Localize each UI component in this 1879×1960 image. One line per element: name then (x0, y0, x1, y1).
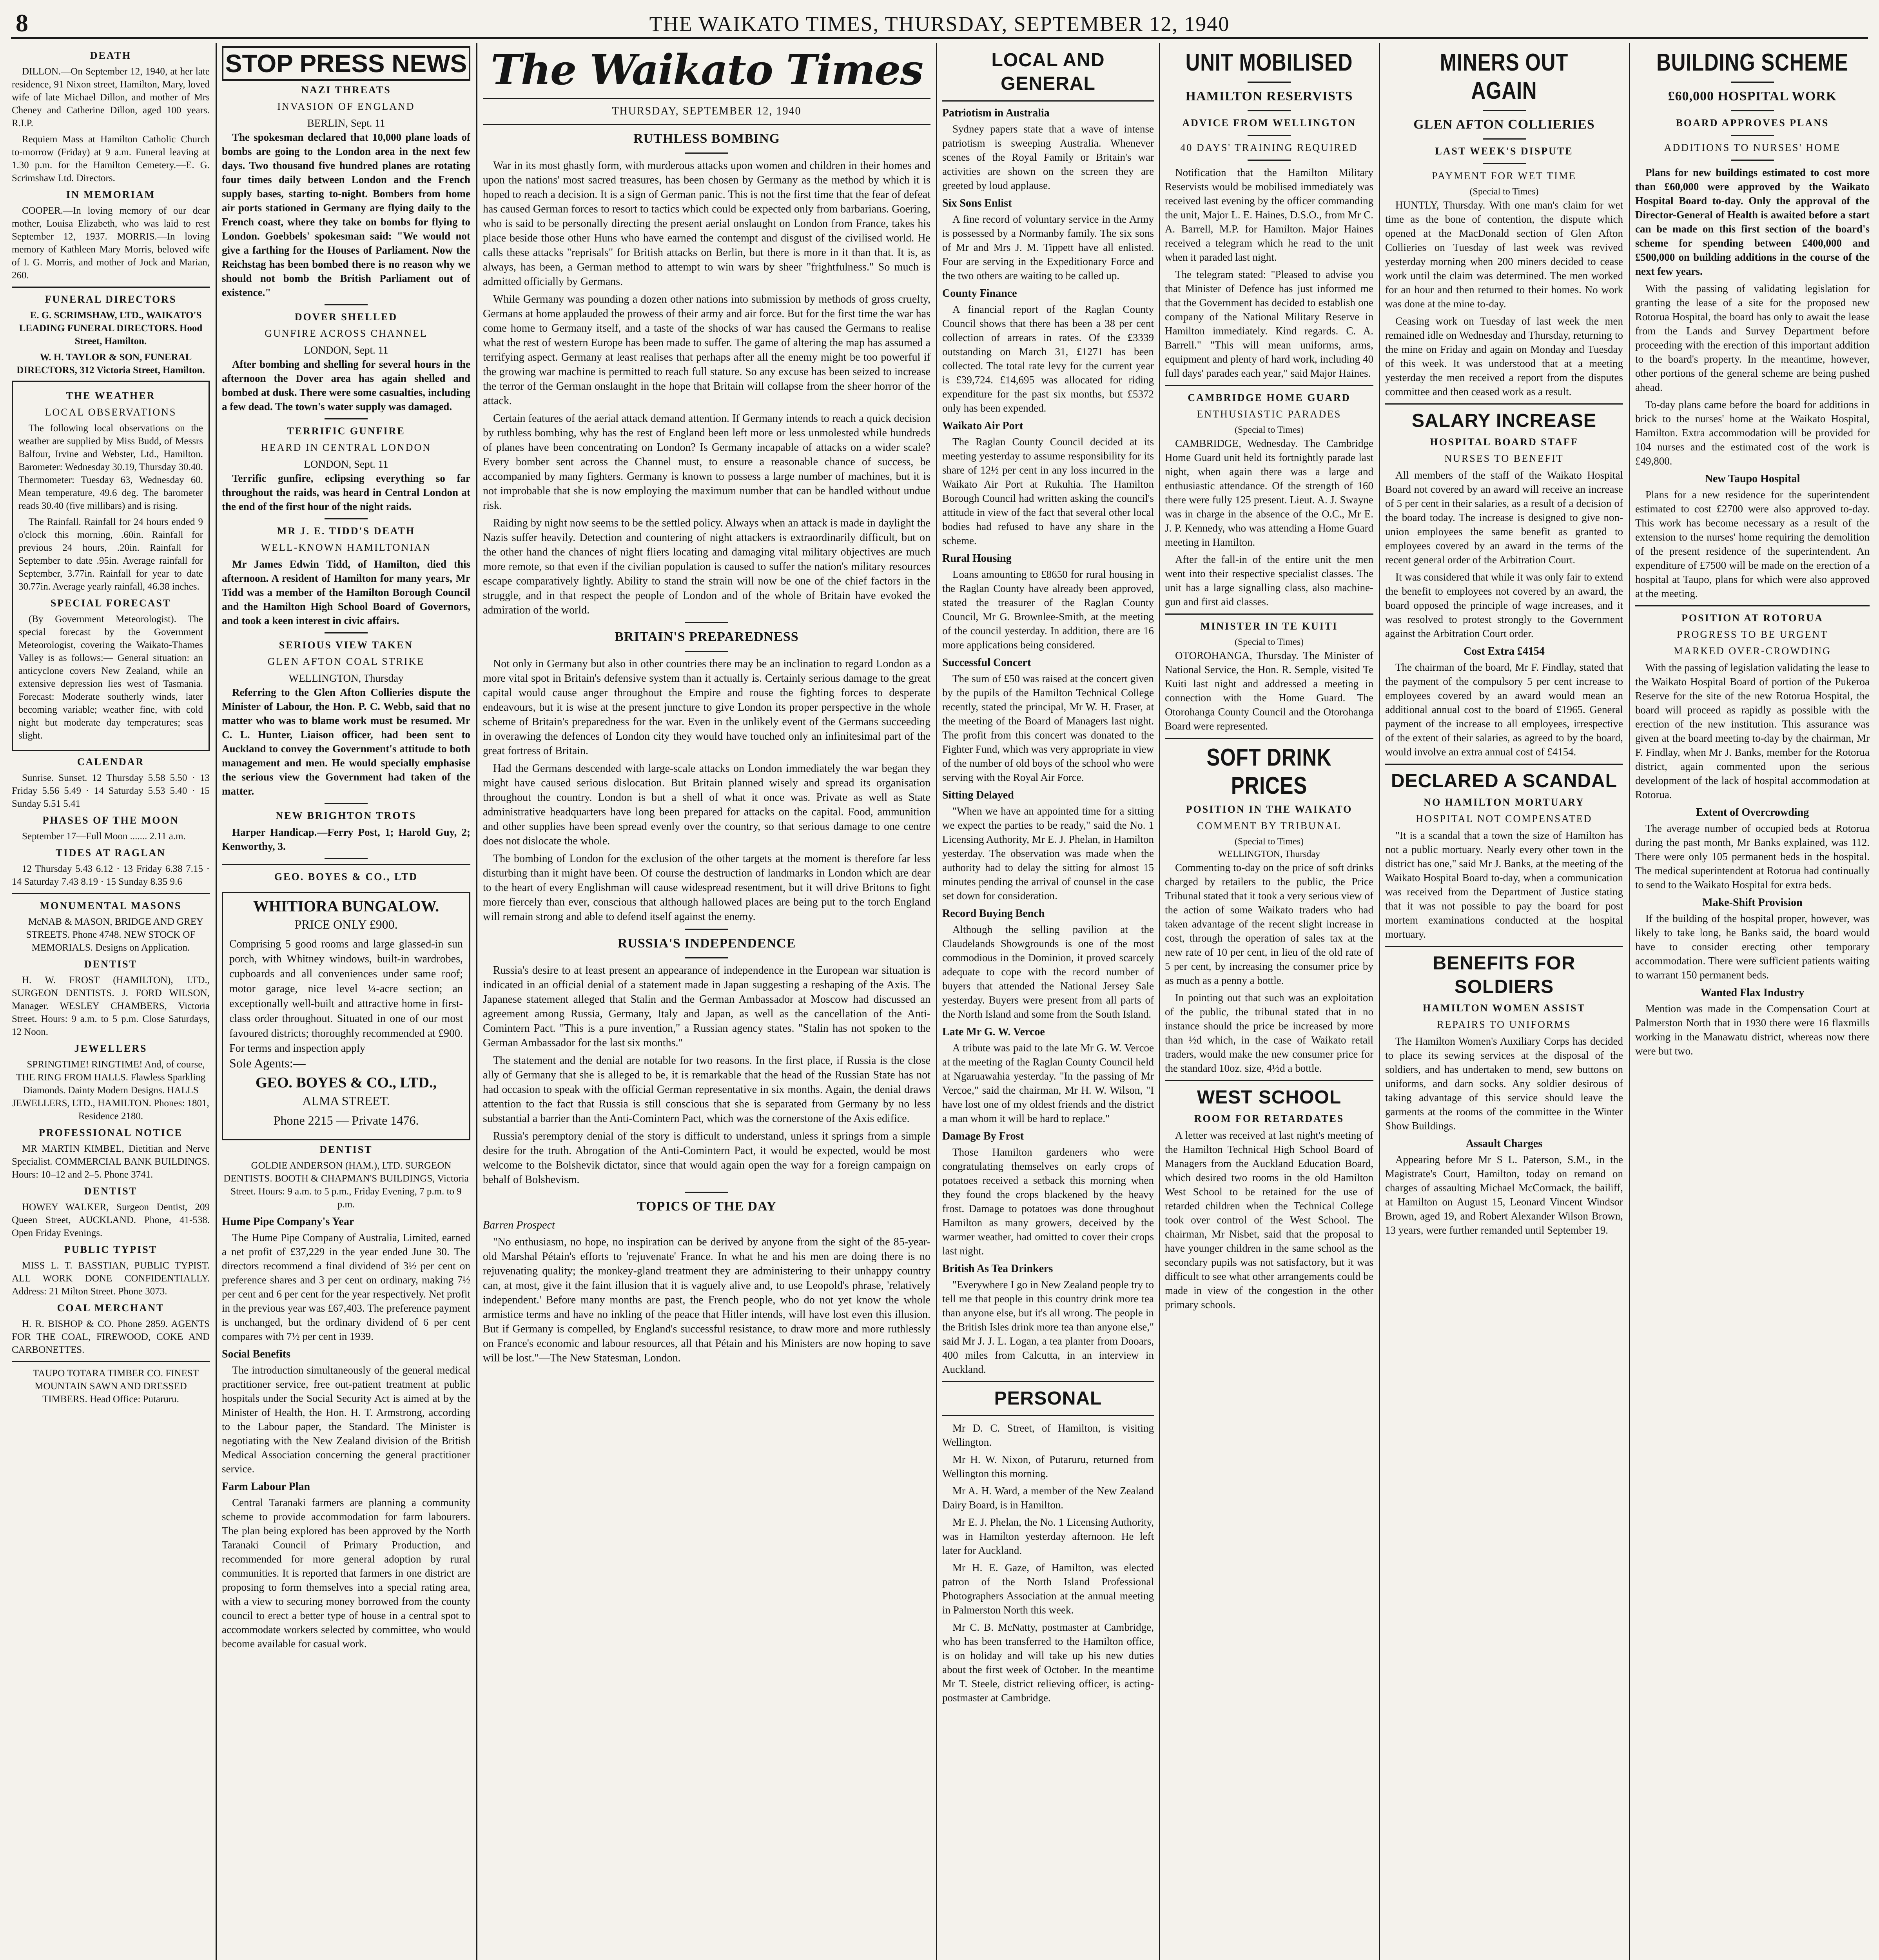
local-item-heading: Rural Housing (942, 552, 1012, 564)
divider (685, 957, 728, 958)
editorial-paragraph: Raiding by night now seems to be the settled policy. Always when an attack is made in daylight the Nazis suffer heavily. Detection and countering of night attackers is extraordinarily difficult, but on the other hand the chances of night fliers locating and damaging vital military objectives are much more remote, so that even if the civilian population is caused to suffer the nation's military resources escape comparatively lightly. Ability to stand the strain will now be one of the chief factors in the struggle, and in that respect the people of London and of the whole of Britain have evoked the admiration of the world. (483, 517, 930, 616)
soft-drink-special: (Special to Times) (1234, 837, 1304, 847)
forecast-heading: SPECIAL FORECAST (50, 597, 171, 609)
stop-press-items (222, 83, 470, 859)
personal-item: Mr A. H. Ward, a member of the New Zealand Dairy Board, is in Hamilton. (942, 1485, 1154, 1511)
editorial-paragraph: Russia's desire to at least present an appearance of independence in the European war situation is indicated in an official denial of a statement made in Japan suggesting a reshaping of the Axis. The Japanese statement alleged that Stalin and the German Ambassador at Moscow had discussed an agreement among Russia, Germany, Italy and Japan, as well as the cancellation of the Anti-Comintern Pact. "This is a pure invention," a Russian agency states. "Stalin has not spoken to the German Ambassador for the last six months." (483, 964, 930, 1049)
calendar-heading: CALENDAR (77, 756, 145, 768)
editorial-paragraph: War in its most ghastly form, with murderous attacks upon women and children in their homes and upon the nations' most sacred treasures, has been chosen by Germany as the method by which it is hoped to reach a decision. It is a sign of German panic. This is not the first time that the fear of defeat has caused German forces to resort to tactics which could be expected only from barbarians. Goering, who is said to be personally directing the present aerial onslaught on London from France, takes his place beside those other Huns who have earned the contempt and disgust of the civilised world. He calls these attacks "reprisals" for British attacks on Berlin, but there is more in it than that. It is, as always, has been, a German method to attempt to win wars by sheer "frightfulness." So much is admitted officially by Germans. (483, 160, 930, 288)
scandal-headline: DECLARED A SCANDAL (1391, 771, 1618, 791)
divider (685, 929, 728, 930)
assault-heading: Assault Charges (1465, 1138, 1543, 1150)
local-item-heading: County Finance (942, 287, 1017, 299)
column-military (1165, 46, 1373, 1960)
divider (942, 1415, 1154, 1416)
building-headline: BUILDING SCHEME (1656, 49, 1848, 76)
personal-item: Mr H. W. Nixon, of Putaruru, returned from Wellington this morning. (942, 1454, 1154, 1479)
assault-text: Appearing before Mr S L. Paterson, S.M., in the Magistrate's Court, Hamilton, today on remand on charges of assaulting Michael McCormack, the bailiff, at Hamilton on August 15, Leonard Vincent Windsor Brown, aged 19, and Robert Alexander Wilson Brown, 13 years, were further remanded until September 19. (1385, 1154, 1623, 1236)
divider (12, 1361, 210, 1362)
divider (1731, 82, 1774, 83)
divider (685, 152, 728, 154)
typist-heading: PUBLIC TYPIST (64, 1244, 158, 1255)
stop-item-place: WELLINGTON, Thursday (288, 672, 404, 684)
divider (483, 98, 930, 99)
divider (222, 864, 470, 865)
weather-box (12, 381, 210, 751)
ad-street: ALMA STREET. (302, 1094, 390, 1108)
dentist-ad: GOLDIE ANDERSON (HAM.), LTD. SURGEON DENTISTS. BOOTH & CHAPMAN'S BUILDINGS, Victoria Street. Hours: 9 a.m. to 5 p.m., Friday Evening, 7 p.m. to 9 p.m. (223, 1160, 469, 1210)
unit-deck-2: ADVICE FROM WELLINGTON (1182, 117, 1356, 129)
salary-deck-2: NURSES TO BENEFIT (1444, 453, 1564, 464)
timber-ad: TAUPO TOTARA TIMBER CO. FINEST MOUNTAIN SAWN AND DRESSED TIMBERS. Head Office: Putaruru. (33, 1368, 199, 1405)
hume-heading: Hume Pipe Company's Year (222, 1216, 354, 1228)
local-item-heading: Patriotism in Australia (942, 107, 1050, 119)
editorial-paragraph: The bombing of London for the exclusion of the other targets at the moment is therefore far less disturbing than it might have been. Of course the destruction of landmarks in London which are dear to the heart of every Englishman will cause widespread resentment, but it will drive Britons to fight more fiercely than ever, conscious that although hallowed places are being put to the torch England will remain strong and able to defend itself against the enemy. (483, 853, 930, 923)
west-school-headline: WEST SCHOOL (1197, 1087, 1342, 1108)
local-item-text: Sydney papers state that a wave of intense patriotism is sweeping Australia. Whenever scenes of the Royal Family or Britain's war activities are shown on the screen they are greeted by loud applause. (942, 123, 1154, 191)
salary-deck-1: HOSPITAL BOARD STAFF (1430, 436, 1578, 448)
column-rule (216, 43, 217, 1960)
funeral-ad-scrimshaw: E. G. SCRIMSHAW, LTD., WAIKATO'S LEADING FUNERAL DIRECTORS. Hood Street, Hamilton. (19, 310, 203, 347)
benefits-text: The Hamilton Women's Auxiliary Corps has decided to place its sewing services at the disposal of the soldiers, and has undertaken to mend, sew buttons on uniforms, and darn socks. Any soldier desirous of taking advantage of this service should leave the garments at the rooms of the committee in the Winter Show Buildings. (1385, 1035, 1623, 1132)
article-paragraph: With the passing of validating legislation for granting the lease of a site for the proposed new Rotorua Hospital, the board has only to await the lease from the Lands and Survey Department before proceeding with the erection of this important addition to the board's property. In the meantime, however, other portions of the general scheme are being pushed ahead. (1635, 283, 1870, 393)
ad-firm: GEO. BOYES & CO., LTD., (255, 1074, 437, 1091)
stop-item-text: After bombing and shelling for several hours in the afternoon the Dover area has again shelled and bombed at dusk. There were some casualties, including a few dead. The town's water supply was damaged. (222, 358, 470, 412)
article-paragraph: In pointing out that such was an exploitation of the public, the tribunal stated that in no instance should the price be increased by more than ½d which, in the case of Waikato retail traders, would make the new consumer price for the standard 10oz. size, 4½d a bottle. (1165, 992, 1373, 1074)
divider (1165, 1080, 1373, 1081)
rotorua-text: With the passing of legislation validating the lease to the Waikato Hospital Board of portion of the Pukeroa Reserve for the site of the new Rotorua Hospital, the board will proceed as rapidly as possible with the erection of the new institution. This assurance was given at the board meeting to-day by the chairman, Mr F. Findlay, when Mr J. Banks, member for the Rotorua district, again commented upon the serious development of the lack of hospital accommodation at Rotorua. (1635, 662, 1870, 800)
stop-press-title: STOP PRESS NEWS (222, 46, 470, 81)
divider (12, 287, 210, 288)
local-item-text: Although the selling pavilion at the Claudelands Showgrounds is one of the most commodious in the Dominion, it proved scarcely adequate to cope with the record number of buyers that attended the National Jersey Sale yesterday. Buyers were present from all parts of the North Island and some from the South Island. (942, 924, 1154, 1020)
bungalow-ad (222, 892, 470, 1140)
page-header (11, 4, 1868, 39)
stop-press-item (222, 424, 470, 519)
editorial-russia-body (483, 963, 930, 1187)
column-stop-press (222, 46, 470, 1960)
editorial-preparedness-body (483, 657, 930, 924)
stop-item-sub: GLEN AFTON COAL STRIKE (267, 656, 425, 667)
local-item-text: "Everywhere I go in New Zealand people try to tell me that people in this country drink more tea than anyone else, but it's all wrong. The people in the British Isles drink more tea than anyone else," said Mr J. J. L. Logan, a tea planter from Dooars, 400 miles from Calcutta, in an interview in Auckland. (942, 1279, 1154, 1375)
local-item-heading: Damage By Frost (942, 1130, 1024, 1142)
local-item-heading: British As Tea Drinkers (942, 1263, 1053, 1275)
masons-heading: MONUMENTAL MASONS (40, 900, 182, 911)
divider (1731, 160, 1774, 161)
column-notices (12, 46, 210, 1960)
funeral-heading: FUNERAL DIRECTORS (45, 294, 177, 305)
local-item-text: Loans amounting to £8650 for rural housing in the Raglan County have already been approved, stated the treasurer of the Raglan County Council, Mr G. Brownlee-Smith, at the meeting of the council yesterday. In addition, there are 16 more applications being considered. (942, 568, 1154, 651)
local-item-text: The sum of £50 was raised at the concert given by the pupils of the Hamilton Technical College recently, stated the principal, Mr W. H. Fraser, at the meeting of the Board of Managers last night. The profit from this concert was donated to the Fighter Fund, which was very appropriate in view of the number of old boys of the school who were serving with the Royal Air Force. (942, 673, 1154, 783)
editorial-paragraph: Russia's peremptory denial of the story is difficult to understand, unless it springs from a simple desire for the truth. Abrogation of the Anti-Comintern Pact, it would be expected, would be most welcome to the Bolshevik dictator, since that would again open the way for a foreign campaign on behalf of Bolshevism. (483, 1130, 930, 1186)
kuiti-special: (Special to Times) (1234, 637, 1304, 647)
divider (1635, 605, 1870, 606)
stop-item-head: MR J. E. TIDD'S DEATH (277, 525, 415, 537)
ad-agents: Sole Agents:— (229, 1056, 306, 1070)
miners-deck-3: PAYMENT FOR WET TIME (1432, 170, 1576, 181)
ad-phone: Phone 2215 — Private 1476. (273, 1113, 419, 1127)
divider (325, 632, 368, 633)
personal-items (942, 1421, 1154, 1705)
divider (325, 803, 368, 804)
divider (1248, 82, 1291, 83)
stop-press-item (222, 310, 470, 419)
dentist2-ad: HOWEY WALKER, Surgeon Dentist, 209 Queen Street, AUCKLAND. Phone, 41-538. Open Friday Evenings. (12, 1202, 210, 1238)
editorial-heading-topics: TOPICS OF THE DAY (637, 1199, 777, 1214)
dentist2-heading: DENTIST (84, 1185, 138, 1197)
editorial-heading-bombing: RUTHLESS BOMBING (633, 131, 780, 146)
makeshift-heading: Make-Shift Provision (1702, 897, 1803, 909)
ad-firm-top: GEO. BOYES & CO., LTD (274, 871, 418, 882)
local-item-heading: Waikato Air Port (942, 420, 1023, 432)
divider (942, 100, 1154, 102)
editorial-bombing-body (483, 158, 930, 617)
building-body (1635, 281, 1870, 468)
social-heading: Social Benefits (222, 1348, 290, 1360)
hume-text: The Hume Pipe Company of Australia, Limited, earned a net profit of £37,229 in the year ended June 30. The directors recommend a final dividend of 3½ per cent on preference shares and 3 per cent on ordinary, making 7½ per cent and 6 per cent for the year respectively. Net profit in the previous year was £67,403. The preference payment is unchanged, but the ordinary dividend of 6 per cent compares with 7½ per cent in 1939. (222, 1232, 470, 1342)
ad-body: Comprising 5 good rooms and large glassed-in sun porch, with Whitney windows, built-in wardrobes, cupboards and all conveniences under same roof; motor garage, nice level ¼-acre section; an exceptionally well-built and attractive home in first-class order throughout. Situated in one of our most favoured districts; thoroughly recommended at £900. For terms and inspection apply (229, 938, 463, 1054)
article-paragraph: All members of the staff of the Waikato Hospital Board not covered by an award will receive an increase of 5 per cent in their salaries, as a result of a decision of the board today. The increase is designed to give non-union employees the same benefit as granted to employees covered by an award in the terms of the recent general order of the Arbitration Court. (1385, 469, 1623, 566)
dentist-heading: DENTIST (319, 1144, 373, 1155)
divider (325, 518, 368, 519)
miners-special: (Special to Times) (1469, 187, 1539, 197)
personal-item: Mr E. J. Phelan, the No. 1 Licensing Authority, was in Hamilton yesterday afternoon. He left later for Auckland. (942, 1516, 1154, 1556)
article-paragraph: HUNTLY, Thursday. With one man's claim for wet time as the bone of contention, the dispute which opened at the MacDonald section of Glen Afton Collieries on Tuesday of last week was revived yesterday morning when 200 miners decided to cease work until the claim was determined. The men worked for an hour and then returned to their homes. No work was done at the mine to-day. (1385, 199, 1623, 310)
weather-rainfall: The Rainfall. Rainfall for 24 hours ended 9 o'clock this morning, .60in. Rainfall for previous 24 hours, .20in. Rainfall for September to date .95in. Average rainfall for September, 3.77in. Rainfall for year to date 30.77in. Average yearly rainfall, 46.38 inches. (18, 517, 203, 592)
cambridge-special: (Special to Times) (1234, 425, 1304, 435)
stop-item-head: DOVER SHELLED (294, 311, 398, 323)
column-rule (1629, 43, 1630, 1960)
editorial-heading-preparedness: BRITAIN'S PREPAREDNESS (615, 630, 799, 644)
stop-press-item (222, 524, 470, 633)
flax-text: Mention was made in the Compensation Court at Palmerston North that in 1930 there were 16 flaxmills working in the Manawatu district, whereas now there were but two. (1635, 1003, 1870, 1057)
soft-drink-body (1165, 860, 1373, 1075)
editorial-heading-russia: RUSSIA'S INDEPENDENCE (617, 936, 796, 951)
stop-press-item (222, 83, 470, 305)
dateline: THURSDAY, SEPTEMBER 12, 1940 (612, 105, 802, 117)
dentist-heading: DENTIST (84, 958, 138, 970)
divider (685, 622, 728, 623)
soft-drink-place: WELLINGTON, Thursday (1218, 849, 1320, 859)
typist-ad: MISS L. T. BASSTIAN, PUBLIC TYPIST. ALL WORK DONE CONFIDENTIALLY. Address: 21 Milton Street. Phone 3073. (12, 1260, 210, 1297)
article-paragraph: The telegram stated: "Pleased to advise you that Minister of Defence has just informed me that the Government has decided to establish one company of the National Military Reserve in Hamilton immediately. Kind regards. C. A. Barrell." "This will mean uniforms, arms, equipment and plenty of hard work, including 40 full days' parades each year," said Major Haines. (1165, 269, 1373, 379)
moon-heading: PHASES OF THE MOON (42, 815, 179, 826)
divider (1483, 163, 1526, 164)
coal-heading: COAL MERCHANT (57, 1302, 165, 1314)
local-items (942, 106, 1154, 1376)
stop-item-place: BERLIN, Sept. 11 (307, 117, 385, 129)
divider (1165, 738, 1373, 739)
building-lead: Plans for new buildings estimated to cost more than £60,000 were approved by the Waikato Hospital Board to-day. Only the approval of the Director-General of Health is awaited before a start can be made on this first section of the board's scheme for spending between £400,000 and £500,000 on building additions in the course of the next few years. (1635, 167, 1870, 277)
divider (1385, 946, 1623, 947)
scandal-text: "It is a scandal that a town the size of Hamilton has not a public mortuary. Nearly every other town in the district has one," said Mr J. Banks, at the meeting of the Waikato Hospital Board to-day, when a communication was received from the Department of Justice stating that it was not possible to pay the board for post mortem examinations conducted at the hospital mortuary. (1385, 829, 1623, 940)
scandal-deck-2: HOSPITAL NOT COMPENSATED (1416, 813, 1592, 824)
salary-body (1385, 468, 1623, 641)
rotorua-deck-1: PROGRESS TO BE URGENT (1676, 629, 1828, 640)
stop-item-text: Harper Handicap.—Ferry Post, 1; Harold Guy, 2; Kenworthy, 3. (222, 826, 470, 852)
divider (483, 124, 930, 125)
stop-item-sub: GUNFIRE ACROSS CHANNEL (265, 328, 428, 339)
moon-phase: September 17—Full Moon ....... 2.11 a.m. (22, 831, 186, 842)
requiem-notice: Requiem Mass at Hamilton Catholic Church to-morrow (Friday) at 9 a.m. Funeral leaving at 1.30 p.m. for the Hamilton Cemetery.—E. G. Scrimshaw Ltd. Directors. (12, 134, 210, 183)
stop-item-text: Terrific gunfire, eclipsing everything so far throughout the raids, was heard in Central London at the end of the first hour of the night raids. (222, 472, 470, 512)
local-item-heading: Record Buying Bench (942, 907, 1045, 920)
column-rule (1159, 43, 1160, 1960)
personal-item: Mr C. B. McNatty, postmaster at Cambridge, who has been transferred to the Hamilton office, is on holiday and will take up his new duties about the first week of October. In the meantime Mr T. Steele, district relieving officer, is acting-postmaster at Cambridge. (942, 1621, 1154, 1704)
article-paragraph: After the fall-in of the entire unit the men went into their respective specialist classes. The unit has a large signalling class, also machine-gun and first aid classes. (1165, 554, 1373, 608)
local-item-heading: Six Sons Enlist (942, 197, 1012, 209)
building-deck-3: ADDITIONS TO NURSES' HOME (1664, 142, 1841, 153)
editorial-paragraph: While Germany was pounding a dozen other nations into submission by methods of gross cruelty, Germans at home applauded the prowess of their army and air force. But for the first time the war has come home to Germany itself, and a taste of the shocks of war has caused the Germans to realise what the rest of western Europe has been made to suffer. The game of altering the map has assumed a terrifying aspect. Germany at least realises that perhaps after all the enemy might be too powerful if the growing war machine is permitted to reach full stature. So any excuse has been seized to increase the terror of the German onslaught in the hope that Britain will collapse from the sheer horror of the attack. (483, 293, 930, 407)
divider (1248, 135, 1291, 136)
unit-deck-1: HAMILTON RESERVISTS (1185, 89, 1353, 103)
overcrowd-text: The average number of occupied beds at Rotorua during the past month, Mr Banks explained, was 112. There were only 105 permanent beds in the hospital. The medical superintendent at Rotorua had continually to send to the Waikato Hospital for extra beds. (1635, 822, 1870, 891)
page-number: 8 (16, 9, 29, 37)
west-school-deck: ROOM FOR RETARDATES (1194, 1113, 1344, 1124)
tides-table: 12 Thursday 5.43 6.12 · 13 Friday 6.38 7.15 · 14 Saturday 7.43 8.19 · 15 Sunday 8.35 9.6 (12, 864, 210, 887)
profnotice-heading: PROFESSIONAL NOTICE (39, 1127, 183, 1138)
local-item-text: A fine record of voluntary service in the Army is possessed by a Normanby family. The six sons of Mr and Mrs J. M. Tippett have all enlisted. Four are serving in the Expeditionary Force and the two others are waiting to be called up. (942, 213, 1154, 281)
stop-item-head: SERIOUS VIEW TAKEN (279, 639, 414, 651)
makeshift-text: If the building of the hospital proper, however, was likely to take long, he Banks said, the board would have to consider erecting other temporary accommodation. There were sufficient patients waiting to warrant 150 permanent beds. (1635, 913, 1870, 981)
taupo-heading: New Taupo Hospital (1705, 473, 1800, 485)
cambridge-headline: CAMBRIDGE HOME GUARD (1188, 392, 1351, 403)
ad-price: PRICE ONLY £900. (294, 917, 398, 931)
divider (1483, 110, 1526, 111)
divider (1385, 403, 1623, 405)
local-item-text: The Raglan County Council decided at its meeting yesterday to assume responsibility for its share of 12½ per cent in any loss incurred in the Waikato Air Port at Rukuhia. The Hamilton Borough Council had written asking the council's attitude in view of the fact that several other local bodies had refused to have any share in the scheme. (942, 436, 1154, 546)
soft-drink-headline: SOFT DRINK PRICES (1206, 744, 1332, 799)
forecast-text: (By Government Meteorologist). The special forecast by the Government Meteorologist, covering the Waikato-Thames Valley is as follows:— General situation: an anticyclone covers New Zealand, while an extensive depression lies west of Tasmania. Forecast: Moderate southerly winds, later becoming variable; weather fine, with cold night but moderate day temperatures; seas slight. (18, 614, 203, 741)
column-rule (1379, 43, 1380, 1960)
benefits-headline: BENEFITS FOR SOLDIERS (1433, 953, 1576, 997)
cost-text: The chairman of the board, Mr F. Findlay, stated that the payment of the compulsory 5 per cent increase to employees covered by an award would mean an additional annual cost to the board of £1965. General payment of the increase to all employees, irrespective of the extent of their salaries, as agreed to by the board, would involve an extra annual cost of £4154. (1385, 661, 1623, 758)
stop-item-text: The spokesman declared that 10,000 plane loads of bombs are going to the London area in the next few days. Two thousand five hundred planes are rotating four times daily between London and the French supply bases, starting to-night. Bombers from home air ports stationed in Germany are flying daily to the French coast, where they take on bombs for flying to London. Goebbels' spokesman said: "We would not give a farthing for the Houses of Parliament. Now the Reichstag has been bombed there is no reason why we should not bomb the British Parliament out of existence." (222, 131, 470, 298)
coal-ad: H. R. BISHOP & CO. Phone 2859. AGENTS FOR THE COAL, FIREWOOD, COKE AND CARBONETTES. (12, 1319, 210, 1355)
personal-item: Mr D. C. Street, of Hamilton, is visiting Wellington. (942, 1422, 1154, 1448)
building-deck-2: BOARD APPROVES PLANS (1676, 117, 1829, 129)
flax-heading: Wanted Flax Industry (1700, 987, 1805, 999)
divider (325, 418, 368, 419)
local-item-text: A tribute was paid to the late Mr G. W. Vercoe at the meeting of the Raglan County Council held at Ngaruawahia yesterday. "In the passing of Mr Vercoe," said the chairman, Mr H. W. Wilson, "I have lost one of my oldest friends and the district a man whom it will be hard to replace." (942, 1042, 1154, 1124)
local-item-text: Those Hamilton gardeners who were congratulating themselves on early crops of potatoes received a setback this morning when they found the crops blackened by the heavy frost. Damage to potatoes was done throughout Hamilton as many growers, deceived by the warmer weather, had omitted to cover their crops last night. (942, 1146, 1154, 1257)
divider (1165, 613, 1373, 615)
miners-deck-2: LAST WEEK'S DISPUTE (1435, 145, 1573, 157)
divider (325, 304, 368, 305)
stop-item-head: TERRIFIC GUNFIRE (287, 425, 405, 437)
article-paragraph: Commenting to-day on the price of soft drinks charged by retailers to the public, the Price Tribunal stated that it took a very serious view of the action of some Waikato traders who had taken advantage of the recent slight increase in cost, through the operation of sales tax at the new rate of 10 per cent, in lieu of the old rate of 5 per cent, by increasing the consumer price by as much as a penny a bottle. (1165, 862, 1373, 986)
jewellers-ad: SPRINGTIME! RINGTIME! And, of course, THE RING FROM HALLS. Flawless Sparkling Diamonds. Dainty Modern Designs. HALLS JEWELLERS, LTD., HAMILTON. Phones: 1801, Residence 2180. (12, 1059, 209, 1122)
cambridge-body (1165, 436, 1373, 609)
scandal-deck-1: NO HAMILTON MORTUARY (1424, 797, 1585, 808)
building-deck-1: £60,000 HOSPITAL WORK (1668, 89, 1837, 103)
memoriam-heading: IN MEMORIAM (66, 189, 156, 200)
farm-heading: Farm Labour Plan (222, 1481, 310, 1493)
weather-observations: The following local observations on the weather are supplied by Miss Budd, of Messrs Balfour, Irvine and Webster, Ltd., Hamilton. Barometer: Wednesday 30.19, Thursday 30.40. Thermometer: Tuesday 63, Wednesday 60. Mean temperature, 49.6 deg. The barometer reads 30.40 (five millibars) and is rising. (18, 423, 203, 511)
stop-item-place: LONDON, Sept. 11 (304, 458, 388, 470)
stop-item-sub: INVASION OF ENGLAND (277, 101, 415, 112)
rotorua-deck-2: MARKED OVER-CROWDING (1674, 645, 1831, 657)
divider (1385, 764, 1623, 765)
divider (1731, 135, 1774, 136)
miners-body (1385, 198, 1623, 399)
editorial-paragraph: "No enthusiasm, no hope, no inspiration can be derived by anyone from the sight of the 85-year-old Marshal Pétain's efforts to 'rejuvenate' France. In what he and his men are doing there is no rejuvenating quality; the monkey-gland treatment they are administering to their unhappy country can, at most, give it the faint illusion that it is vaguely alive and, to use Leopold's phrase, 'relatively independent.' Before many months are past, the French people, who do not yet know the whole armistice terms and have no inkling of the peace that Hitler intends, will have lost even this illusion. But if Germany is compelled, by England's successful resistance, to draw more and more ruthlessly on France's economic and labour resources, all that Pétain and his Ministers are now hoping to save will be lost."—The New Statesman, London. (483, 1236, 930, 1364)
social-text: The introduction simultaneously of the general medical practitioner service, free out-patient treatment at public hospitals under the Social Security Act is aimed at by the Minister of Health, the Hon. H. T. Armstrong, according to the Labour paper, the Standard. The Minister is negotiating with the New Zealand division of the British Medical Association concerning the general practitioner service. (222, 1364, 470, 1475)
column-hospital-staff (1385, 46, 1623, 1960)
local-item-heading: Late Mr G. W. Vercoe (942, 1026, 1045, 1038)
column-editorial (483, 46, 930, 1960)
editorial-paragraph: The statement and the denial are notable for two reasons. In the first place, if Russia is the close ally of Germany that she is alleged to be, it is remarkable that the head of the Russian State has not had occasion to speak with the official German representative in six months. Again, the denial draws attention to the fact that Russia is still conscious that she is separated from Germany by no less substantial a barrier than the Anti-Comintern Pact, which was the cornerstone of the Axis edifice. (483, 1054, 930, 1125)
salary-headline: SALARY INCREASE (1411, 410, 1597, 431)
local-item-heading: Successful Concert (942, 657, 1031, 669)
masthead: The Waikato Times (490, 46, 923, 94)
stop-item-head: NAZI THREATS (301, 84, 391, 96)
farm-text: Central Taranaki farmers are planning a community scheme to provide accommodation for farm labourers. The plan being explored has been approved by the North Taranaki Council of Primary Production, and recommended for more general adoption by rural communities. It is reported that farmers in one district are proposing to form themselves into a special rating area, with a view to securing money borrowed from the county council to erect a better type of house in a central spot to accommodate workers selected by committee, who would become available for casual work. (222, 1497, 470, 1650)
kuiti-text: OTOROHANGA, Thursday. The Minister of National Service, the Hon. R. Semple, visited Te Kuiti last night and addressed a meeting in connection with the Home Guard. The Otorohanga County Council and the Otorohanga Board were represented. (1165, 650, 1373, 732)
benefits-deck-1: HAMILTON WOMEN ASSIST (1422, 1002, 1586, 1014)
column-rule (936, 43, 937, 1960)
soft-drink-deck-1: POSITION IN THE WAIKATO (1186, 804, 1353, 815)
divider (685, 651, 728, 652)
calendar-table: Sunrise. Sunset. 12 Thursday 5.58 5.50 · 13 Friday 5.56 5.49 · 14 Saturday 5.53 5.40 · 15 Sunday 5.51 5.41 (12, 773, 210, 809)
miners-headline: MINERS OUT AGAIN (1440, 49, 1569, 104)
overcrowd-heading: Extent of Overcrowding (1696, 806, 1809, 818)
article-paragraph: Notification that the Hamilton Military Reservists would be mobilised immediately was received last evening by the officer commanding the unit, Major L. E. Haines, D.S.O., from Mr C. A. Barrell, M.P. for Hamilton. Major Haines received a telegram which he read to the unit when it paraded last night. (1165, 167, 1373, 263)
ad-title: WHITIORA BUNGALOW. (253, 897, 439, 915)
taupo-text: Plans for a new residence for the superintendent estimated to cost £2700 were also approved to-day. This work has become necessary as a result of the extension to the nurses' home requiring the demolition of the present residence of the superintendent. An expenditure of £7500 will be made on the erection of a hospital at Taupo, plans for which were also approved at the meeting. (1635, 489, 1870, 599)
jewellers-heading: JEWELLERS (74, 1043, 147, 1054)
death-heading: DEATH (90, 50, 132, 61)
local-general-title: LOCAL AND GENERAL (991, 50, 1105, 94)
stop-press-item (222, 809, 470, 859)
divider (1248, 160, 1291, 161)
kuiti-headline: MINISTER IN TE KUITI (1200, 621, 1338, 632)
column-rule (476, 43, 477, 1960)
divider (1248, 110, 1291, 111)
profnotice-ad: MR MARTIN KIMBEL, Dietitian and Nerve Specialist. COMMERCIAL BANK BUILDINGS. Hours: 10–12 and 2–5. Phone 3741. (12, 1143, 210, 1180)
stop-press-item (222, 638, 470, 804)
editorial-topics-body (483, 1235, 930, 1365)
divider (1731, 110, 1774, 111)
weather-heading: THE WEATHER (66, 390, 156, 401)
personal-heading: PERSONAL (994, 1388, 1102, 1409)
article-paragraph: CAMBRIDGE, Wednesday. The Cambridge Home Guard unit held its fortnightly parade last night, when again there was a large and enthusiastic attendance. Of the strength of 160 there were fully 125 present. Lieut. A. J. Swayne was in charge in the absence of the O.C., Mr E. J. P. Kennedy, who was attending a Home Guard meeting in Hamilton. (1165, 437, 1373, 548)
article-paragraph: Ceasing work on Tuesday of last week the men remained idle on Wednesday and Thursday, returning to the mine on Friday and again on Monday and Tuesday of this week. It was understood that at a meeting yesterday the men received a report from the disputes committee and then ceased work as a result. (1385, 315, 1623, 397)
editorial-paragraph: Not only in Germany but also in other countries there may be an inclination to regard London as a more vital spot in Britain's defensive system than it actually is. Certainly serious damage to the great capital would cause anger throughout the Empire and rouse the fighting forces to desperate endeavours, but it is wise at the present juncture to give London its proper perspective in the whole scheme of Britain's preparedness for the war. Even in the unlikely event of the Germans succeeding in overawing the defences of London city they would have touched only an infinitesimal part of the great fortress of Britain. (483, 658, 930, 757)
unit-body (1165, 165, 1373, 380)
stop-item-head: NEW BRIGHTON TROTS (276, 810, 417, 821)
topics-subheading: Barren Prospect (483, 1219, 555, 1231)
cambridge-deck: ENTHUSIASTIC PARADES (1197, 408, 1342, 420)
unit-headline: UNIT MOBILISED (1185, 49, 1353, 76)
weather-subheading: LOCAL OBSERVATIONS (45, 407, 177, 418)
divider (12, 893, 210, 894)
dentist-ad: H. W. FROST (HAMILTON), LTD., SURGEON DENTISTS. J. FORD WILSON, Manager. WESLEY CHAMBERS, Victoria Street. Hours: 9 a.m. to 5 p.m. Close Saturdays, 12 Noon. (12, 975, 210, 1037)
divider (685, 1192, 728, 1193)
tides-heading: TIDES AT RAGLAN (56, 847, 166, 858)
local-item-heading: Sitting Delayed (942, 789, 1014, 801)
divider (1483, 138, 1526, 140)
cost-heading: Cost Extra £4154 (1464, 645, 1545, 657)
stop-item-sub: WELL-KNOWN HAMILTONIAN (261, 542, 432, 553)
masons-ad: McNAB & MASON, BRIDGE AND GREY STREETS. Phone 4748. NEW STOCK OF MEMORIALS. Designs on Application. (26, 916, 204, 953)
editorial-paragraph: Certain features of the aerial attack demand attention. If Germany intends to reach a quick decision by ruthless bombing, why has the rest of England been left more or less unmolested while hundreds of planes have been concentrating on London? Is Germany incapable of attacks on a wider scale? Every bomber sent across the Channel must, to ensure a reasonable chance of success, be accompanied by many fighters. Germany is known to possess a large number of machines, but it is not improbable that she is now employing the maximum number that can be handled without undue risk. (483, 412, 930, 512)
funeral-ad-taylor: W. H. TAYLOR & SON, FUNERAL DIRECTORS, 312 Victoria Street, Hamilton. (16, 352, 205, 376)
running-title: THE WAIKATO TIMES, THURSDAY, SEPTEMBER 12, 1940 (649, 12, 1230, 36)
divider (325, 858, 368, 859)
article-paragraph: It was considered that while it was only fair to extend the benefit to employees not covered by an award, the board opposed the principle of wage increases, and it was resolved to protest strongly to the Government against the Arbitration Court order. (1385, 571, 1623, 639)
unit-deck-3: 40 DAYS' TRAINING REQUIRED (1180, 142, 1358, 153)
article-paragraph: To-day plans came before the board for additions in brick to the nurses' home at the Waikato Hospital, Hamilton. Extra accommodation will be provided for 104 nurses and the estimated cost of the work is £49,800. (1635, 399, 1870, 467)
editorial-paragraph: Had the Germans descended with large-scale attacks on London immediately the war began they might have caused serious dislocation. But Britain planned wisely and spread its organisation throughout the country. London is but a shell of what it once was. Private as well as State administrative headquarters have long been prepared for attacks on the capital. Food, ammunition and other supplies have been spread evenly over the country, so that serious damage to one centre does not dislocate the whole. (483, 762, 930, 847)
stop-item-text: Mr James Edwin Tidd, of Hamilton, died this afternoon. A resident of Hamilton for many years, Mr Tidd was a member of the Hamilton Borough Council and the Hamilton High School Board of Governors, and took a keen interest in civic affairs. (222, 558, 470, 626)
miners-deck-1: GLEN AFTON COLLIERIES (1413, 117, 1595, 132)
divider (1165, 385, 1373, 386)
stop-item-text: Referring to the Glen Afton Collieries dispute the Minister of Labour, the Hon. P. C. Webb, said that no matter who was to blame work must be resumed. Mr C. L. Hunter, Liaison officer, had been sent to Auckland to convey the Government's attitude to both management and men. He would specially emphasise the serious view the Government had taken of the matter. (222, 686, 470, 797)
column-building-scheme (1635, 46, 1870, 1960)
personal-item: Mr H. E. Gaze, of Hamilton, was elected patron of the North Island Professional Photographers Association at the annual meeting in Palmerston North this week. (942, 1562, 1154, 1616)
local-item-text: A financial report of the Raglan County Council shows that there has been a 38 per cent collection of arrears in rates. Of the £3339 outstanding on March 31, £1271 has been collected. The total rate levy for the current year is £39,724. £14,695 was allocated for riding expenditure for the past six months, but £5372 only has been expended. (942, 303, 1154, 414)
stop-item-place: LONDON, Sept. 11 (304, 344, 388, 356)
column-local-general (942, 46, 1154, 1960)
rotorua-headline: POSITION AT ROTORUA (1681, 612, 1823, 624)
death-notice: DILLON.—On September 12, 1940, at her late residence, 91 Nixon street, Hamilton, Mary, loved wife of late Michael Dillon, and mother of Mrs Cheney and Catherine Dillon, aged 100 years. R.I.P. (12, 66, 210, 129)
local-item-text: "When we have an appointed time for a sitting we expect the parties to be ready," said the No. 1 Licensing Authority, Mr E. J. Phelan, in Hamilton yesterday. The observation was made when the authority had to delay the sitting for almost 15 minutes pending the arrival of counsel in the case set down for consideration. (942, 805, 1154, 902)
stop-item-sub: HEARD IN CENTRAL LONDON (261, 442, 432, 453)
divider (942, 1381, 1154, 1382)
memoriam-notice: COOPER.—In loving memory of our dear mother, Louisa Elizabeth, who was laid to rest September 12, 1937. MORRIS.—In loving memory of Kathleen Mary Morris, beloved wife of I. G. Morris, and mother of Jock and Marian, 260. (12, 205, 210, 281)
soft-drink-deck-2: COMMENT BY TRIBUNAL (1197, 820, 1342, 831)
west-school-text: A letter was received at last night's meeting of the Hamilton Technical High School Board of Managers from the Auckland Education Board, which desired two rooms in the old Hamilton West School to be retained for the use of retarded children when the Technical College took over control of the West School. The chairman, Mr Nisbet, said that the proposal to have younger children in the same school as the secondary pupils was not satisfactory, but it was difficult to see what other arrangements could be made in view of the congestion in the other primary schools. (1165, 1129, 1373, 1310)
benefits-deck-2: REPAIRS TO UNIFORMS (1437, 1019, 1571, 1030)
